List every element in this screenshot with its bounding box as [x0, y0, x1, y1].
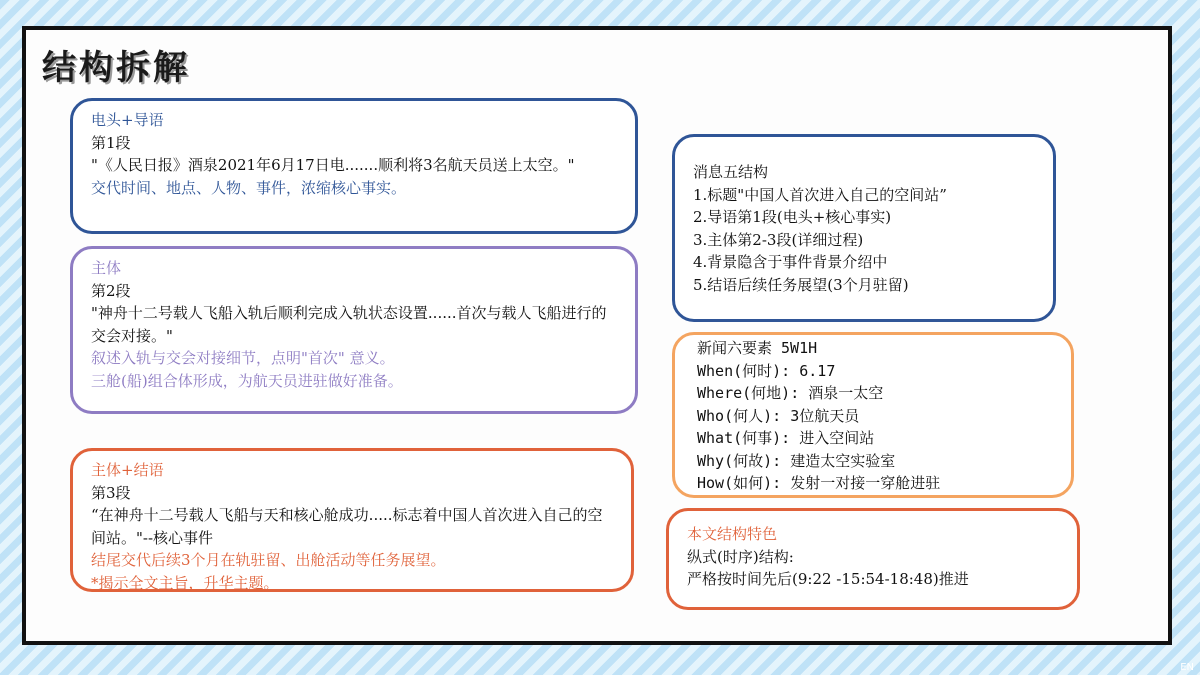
section-body-note-2: 三舱(船)组合体形成，为航天员进驻做好准备。 — [91, 371, 403, 390]
news-element-item: What(何事): 进入空间站 — [697, 429, 875, 447]
structure-item: 2.导语第1段(电头+核心事实) — [693, 208, 892, 226]
section-ending-paragraph: 第3段 — [91, 483, 131, 502]
structure-item: 1.标题"中国人首次进入自己的空间站” — [693, 185, 947, 204]
section-ending-label: 主体+结语 — [91, 461, 164, 479]
section-lead-quote: "《人民日报》酒泉2021年6月17日电.......顺利将3名航天员送上太空。" — [91, 156, 575, 174]
section-body-label: 主体 — [91, 259, 122, 277]
section-body-card — [70, 246, 638, 414]
feature-line-2: 严格按时间先后(9:22 -15:54-18:48)推进 — [687, 570, 969, 588]
structure-item: 3.主体第2-3段(详细过程) — [693, 230, 864, 249]
news-element-item: Why(何故): 建造太空实验室 — [697, 451, 896, 470]
structure-feature-card — [666, 508, 1080, 610]
section-lead-paragraph: 第1段 — [91, 133, 131, 152]
structure-card — [672, 134, 1056, 322]
section-lead-label: 电头+导语 — [91, 111, 164, 129]
section-body-quote: "神舟十二号载人飞船入轨后顺利完成入轨状态设置......首次与载人飞船进行的交会对接。" — [91, 304, 607, 345]
slide — [22, 26, 1172, 645]
news-elements-card — [672, 332, 1074, 498]
section-ending-quote: “在神舟十二号载人飞船与天和核心舱成功.....标志着中国人首次进入自己的空间站。"--核心事件 — [91, 506, 603, 547]
feature-line-1: 纵式(时序)结构: — [687, 547, 794, 566]
section-lead-card — [70, 98, 638, 234]
structure-item: 4.背景隐含于事件背景介绍中 — [693, 253, 888, 271]
page-title: 结构拆解 — [42, 48, 190, 88]
news-element-item: How(如何): 发射一对接一穿舱进驻 — [697, 474, 941, 492]
news-element-item: When(何时): 6.17 — [697, 361, 836, 380]
section-body-note-1: 叙述入轨与交会对接细节，点明"首次" 意义。 — [91, 349, 395, 367]
structure-item: 5.结语后续任务展望(3个月驻留) — [693, 275, 909, 294]
watermark: EN — [1180, 662, 1194, 673]
section-ending-note-1: 结尾交代后续3个月在轨驻留、出舱活动等任务展望。 — [91, 551, 446, 569]
news-element-item: Where(何地): 酒泉一太空 — [697, 384, 884, 402]
section-body-paragraph: 第2段 — [91, 281, 131, 300]
section-lead-note: 交代时间、地点、人物、事件，浓缩核心事实。 — [91, 178, 407, 197]
section-ending-note-2: *揭示全文主旨，升华主题。 — [91, 573, 279, 592]
feature-heading: 本文结构特色 — [687, 525, 778, 543]
section-ending-card — [70, 448, 634, 592]
news-elements-heading: 新闻六要素 5W1H — [697, 339, 818, 357]
structure-heading: 消息五结构 — [693, 163, 769, 181]
news-element-item: Who(何人): 3位航天员 — [697, 406, 860, 425]
